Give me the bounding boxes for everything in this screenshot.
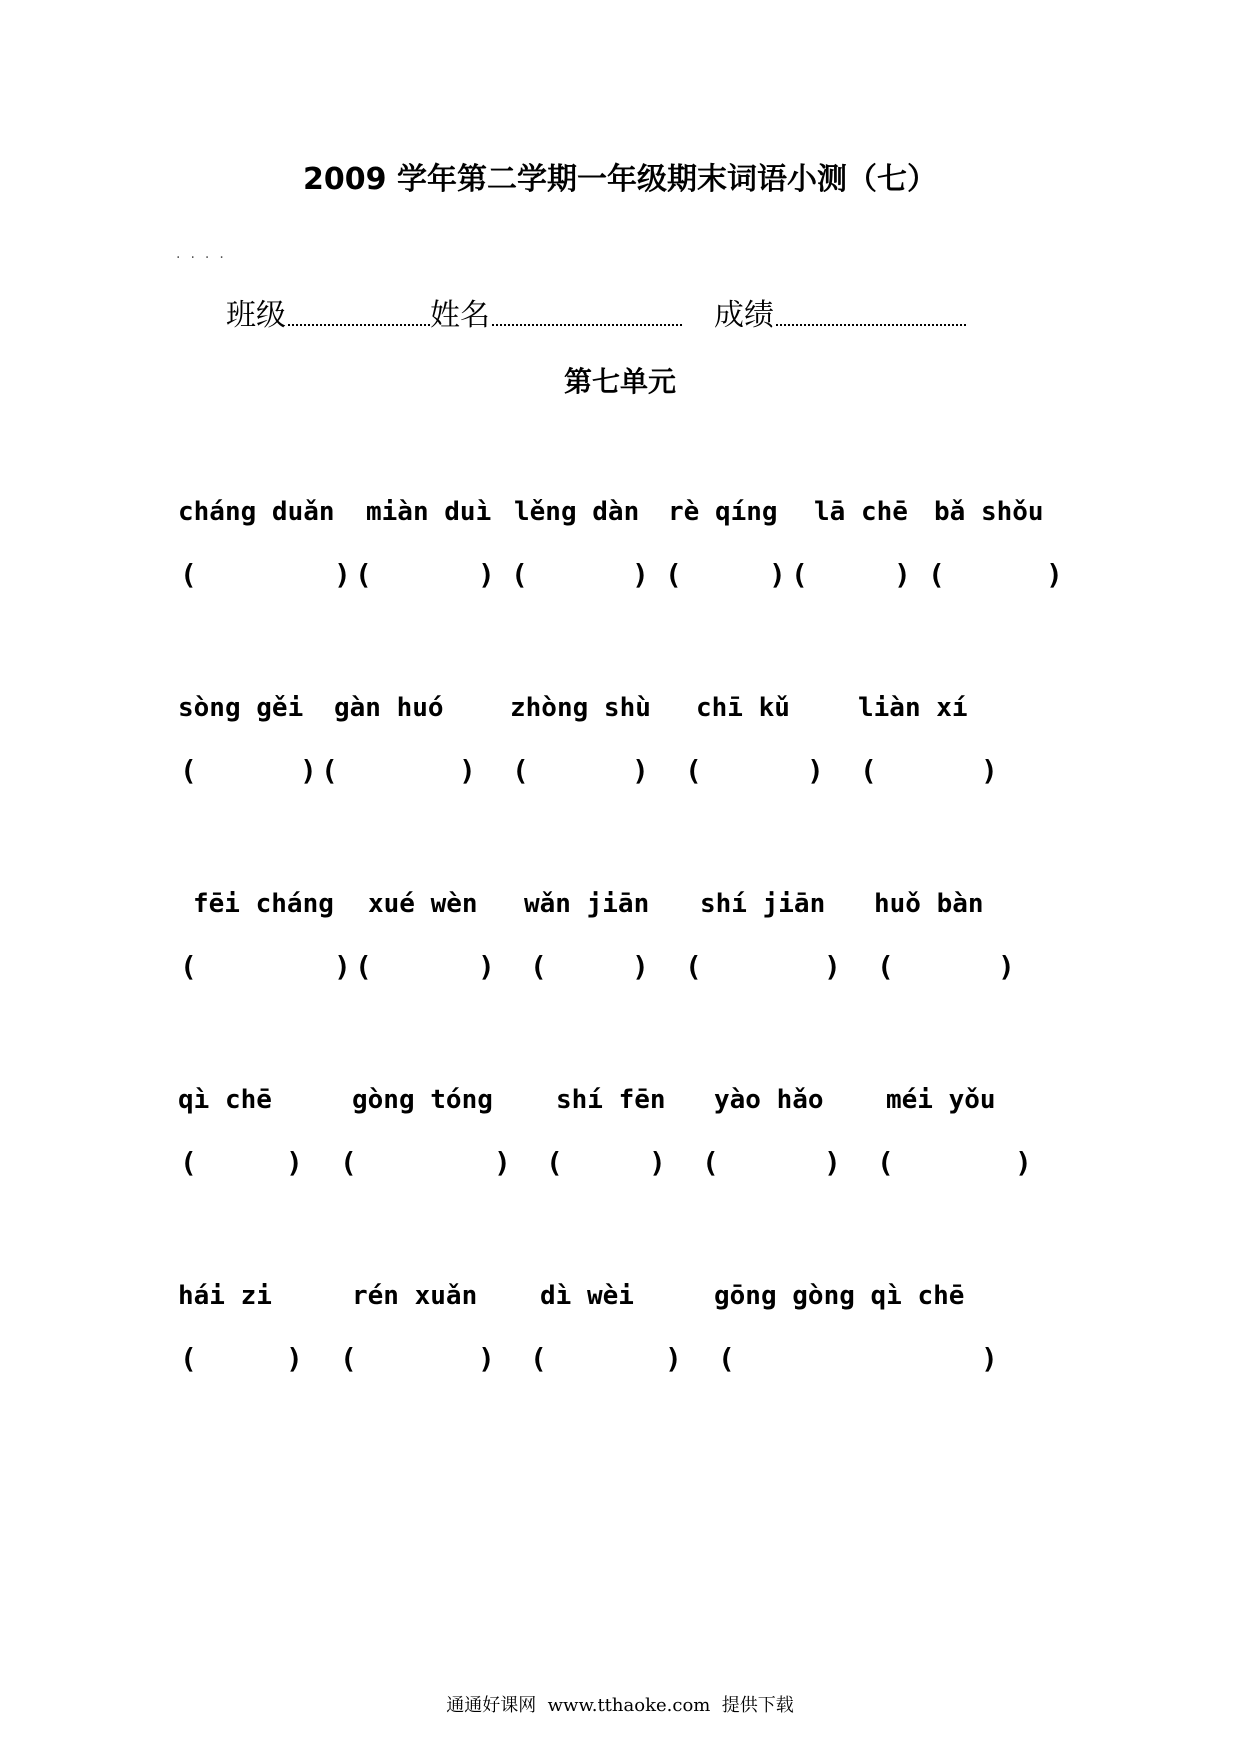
open-paren: ( [180,950,197,983]
open-paren: ( [546,1146,563,1179]
close-paren: ) [478,950,495,983]
pinyin-word: miàn duì [366,497,492,527]
open-paren: ( [180,754,197,787]
open-paren: ( [340,1342,357,1375]
close-paren: ) [459,754,476,787]
page-title: 2009 学年第二学期一年级期末词语小测（七） [303,162,937,197]
pinyin-word: hái zi [178,1281,272,1311]
open-paren: ( [180,1342,197,1375]
pinyin-word: shí jiān [700,889,826,919]
footer-credit: 通通好课网 www.tthaoke.com 提供下载 [446,1695,794,1716]
pinyin-word: rè qíng [668,497,778,527]
pinyin-word: gàn huó [334,693,444,723]
pinyin-word: fēi cháng [193,889,334,919]
close-paren: ) [286,1146,303,1179]
open-paren: ( [340,1146,357,1179]
pinyin-word: rén xuǎn [352,1281,478,1311]
open-paren: ( [860,754,877,787]
open-paren: ( [355,950,372,983]
score-label: 成绩 [714,298,774,333]
pinyin-word: gōng gòng qì chē [714,1281,965,1311]
pinyin-word: qì chē [178,1085,272,1115]
close-paren: ) [478,1342,495,1375]
close-paren: ) [334,950,351,983]
pinyin-word: yào hǎo [714,1085,824,1115]
close-paren: ) [769,558,786,591]
close-paren: ) [286,1342,303,1375]
close-paren: ) [494,1146,511,1179]
pinyin-word: bǎ shǒu [934,497,1044,527]
answer-row-2 [0,751,1240,791]
pinyin-row-3 [0,884,1240,924]
open-paren: ( [530,950,547,983]
close-paren: ) [998,950,1015,983]
name-label: 姓名 [430,298,490,333]
open-paren: ( [665,558,682,591]
pinyin-word: chī kǔ [696,693,790,723]
name-field[interactable] [492,324,682,326]
close-paren: ) [807,754,824,787]
open-paren: ( [718,1342,735,1375]
close-paren: ) [894,558,911,591]
open-paren: ( [355,558,372,591]
answer-row-3 [0,947,1240,987]
pinyin-word: dì wèi [540,1281,634,1311]
class-field[interactable] [288,324,430,326]
close-paren: ) [632,558,649,591]
answer-row-5 [0,1339,1240,1379]
open-paren: ( [511,558,528,591]
close-paren: ) [478,558,495,591]
pinyin-word: méi yǒu [886,1085,996,1115]
answer-row-4 [0,1143,1240,1183]
pinyin-word: shí fēn [556,1085,666,1115]
unit-title: 第七单元 [563,365,676,398]
score-field[interactable] [776,324,966,326]
pinyin-word: liàn xí [858,693,968,723]
close-paren: ) [981,1342,998,1375]
class-label: 班级 [226,298,286,333]
open-paren: ( [685,754,702,787]
student-info-row [0,290,1240,342]
open-paren: ( [928,558,945,591]
open-paren: ( [180,1146,197,1179]
decorative-dots: .... [176,246,234,262]
pinyin-word: cháng duǎn [178,497,335,527]
open-paren: ( [512,754,529,787]
close-paren: ) [1015,1146,1032,1179]
close-paren: ) [1046,558,1063,591]
close-paren: ) [824,950,841,983]
open-paren: ( [791,558,808,591]
close-paren: ) [300,754,317,787]
pinyin-word: huǒ bàn [874,889,984,919]
close-paren: ) [632,754,649,787]
pinyin-word: gòng tóng [352,1085,493,1115]
close-paren: ) [665,1342,682,1375]
pinyin-word: lā chē [814,497,908,527]
open-paren: ( [180,558,197,591]
pinyin-word: xué wèn [368,889,478,919]
pinyin-word: sòng gěi [178,693,304,723]
close-paren: ) [334,558,351,591]
pinyin-row-5 [0,1276,1240,1316]
pinyin-row-1 [0,492,1240,532]
answer-row-1 [0,555,1240,595]
close-paren: ) [824,1146,841,1179]
pinyin-word: lěng dàn [514,497,640,527]
close-paren: ) [981,754,998,787]
open-paren: ( [685,950,702,983]
open-paren: ( [702,1146,719,1179]
close-paren: ) [632,950,649,983]
open-paren: ( [321,754,338,787]
open-paren: ( [530,1342,547,1375]
pinyin-word: wǎn jiān [524,889,650,919]
pinyin-row-2 [0,688,1240,728]
pinyin-word: zhòng shù [510,693,651,723]
pinyin-row-4 [0,1080,1240,1120]
close-paren: ) [649,1146,666,1179]
open-paren: ( [877,950,894,983]
open-paren: ( [877,1146,894,1179]
